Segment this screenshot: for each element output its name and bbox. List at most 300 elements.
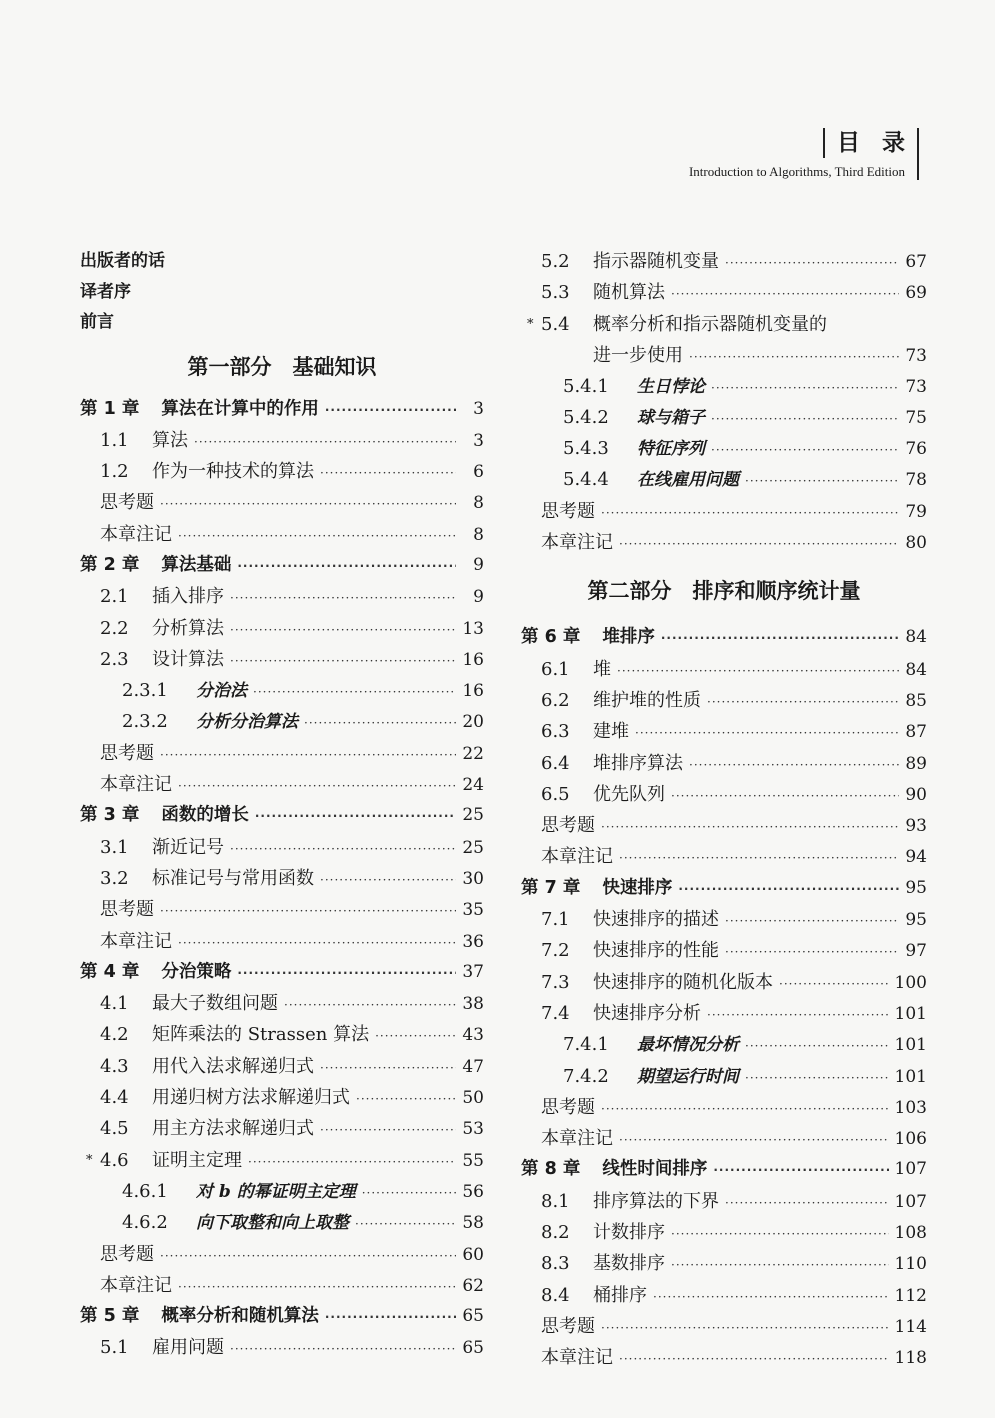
entry-page: 36	[462, 931, 484, 952]
entry-page: 8	[473, 524, 484, 545]
entry-number: 5.4.2	[563, 406, 609, 428]
front-matter-item[interactable]: 译者序	[80, 281, 131, 302]
leader-dots	[304, 708, 456, 739]
page-header	[688, 128, 927, 180]
section-entry[interactable]	[521, 998, 927, 1029]
leader-dots	[178, 1272, 456, 1303]
entry-title: 基数排序	[593, 1253, 665, 1275]
section-entry[interactable]	[521, 1217, 927, 1248]
entry-title: 快速排序的描述	[593, 909, 719, 931]
entry-title: 用递归树方法求解递归式	[152, 1087, 350, 1109]
entry-page: 6	[473, 462, 484, 483]
leader-dots	[725, 248, 899, 279]
chapter-entry[interactable]	[80, 550, 484, 581]
entry-title: 快速排序的性能	[593, 940, 719, 962]
entry-page: 118	[894, 1348, 927, 1369]
entry-title: 本章注记	[100, 774, 172, 796]
entry-title: 用代入法求解递归式	[152, 1055, 314, 1077]
back-matter-entry[interactable]	[521, 1092, 927, 1123]
entry-page: 76	[905, 439, 927, 460]
entry-page: 103	[894, 1097, 927, 1118]
section-entry[interactable]	[80, 832, 484, 863]
leader-dots	[255, 801, 456, 832]
entry-title: 算法在计算中的作用	[161, 398, 319, 419]
entry-page: 16	[462, 649, 484, 670]
entry-number: * 5.4	[541, 309, 575, 340]
section-entry[interactable]	[521, 685, 927, 716]
back-matter-entry[interactable]	[521, 1123, 927, 1154]
entry-number: 6.1	[541, 658, 570, 680]
back-matter-entry[interactable]	[521, 527, 927, 558]
leader-dots	[725, 1188, 889, 1219]
entry-title: 思考题	[100, 1243, 154, 1265]
entry-page: 8	[473, 493, 484, 514]
leader-dots	[178, 521, 456, 552]
entry-title: 本章注记	[541, 1128, 613, 1150]
section-entry[interactable]	[521, 433, 927, 464]
entry-number: 6.4	[541, 752, 570, 774]
entry-page: 3	[473, 430, 484, 451]
entry-page: 73	[905, 376, 927, 397]
entry-title: 堆排序算法	[593, 752, 683, 774]
entry-number: 第 1 章	[80, 398, 140, 419]
section-entry[interactable]	[80, 1145, 484, 1176]
leader-dots	[619, 1344, 889, 1375]
back-matter-entry[interactable]	[80, 1270, 484, 1301]
leader-dots	[320, 1115, 456, 1146]
entry-page: 60	[462, 1244, 484, 1265]
entry-page: 47	[462, 1056, 484, 1077]
entry-page: 20	[462, 712, 484, 733]
toc-entries	[521, 371, 927, 559]
section-entry[interactable]	[521, 1186, 927, 1217]
entry-page: 90	[905, 784, 927, 805]
entry-page: 79	[905, 501, 927, 522]
section-entry[interactable]	[521, 935, 927, 966]
leader-dots	[320, 458, 456, 489]
entry-page: 78	[905, 470, 927, 491]
leader-dots	[725, 937, 899, 968]
leader-dots	[362, 1178, 456, 1209]
leader-dots	[725, 906, 899, 937]
entry-title: 期望运行时间	[637, 1066, 739, 1087]
section-entry[interactable]	[521, 246, 927, 277]
entry-title: 对 b 的幂证明主定理	[196, 1181, 356, 1202]
back-matter-entry[interactable]	[80, 487, 484, 518]
entry-number: 4.5	[100, 1118, 129, 1140]
entry-title: 本章注记	[541, 1347, 613, 1369]
entry-title: 向下取整和向上取整	[196, 1213, 349, 1234]
section-entry[interactable]	[80, 425, 484, 456]
entry-title: 快速排序分析	[593, 1002, 701, 1024]
section-entry[interactable]	[80, 675, 484, 706]
back-matter-entry[interactable]	[80, 1239, 484, 1270]
back-matter-entry[interactable]	[521, 1342, 927, 1373]
section-entry[interactable]	[521, 779, 927, 810]
section-entry[interactable]	[521, 371, 927, 402]
leader-dots	[194, 427, 456, 458]
back-matter-entry[interactable]	[521, 1311, 927, 1342]
entry-number: 7.4.2	[563, 1065, 609, 1087]
section-entry[interactable]	[521, 277, 927, 308]
toc-entries	[80, 394, 484, 1364]
entry-title: 本章注记	[100, 523, 172, 545]
toc-entries	[521, 246, 927, 309]
section-entry[interactable]	[80, 1332, 484, 1363]
leader-dots	[671, 1250, 889, 1281]
part-heading: 第一部分 基础知识	[187, 354, 377, 379]
section-entry[interactable]	[80, 1113, 484, 1144]
leader-dots	[178, 928, 456, 959]
entry-title: 证明主定理	[152, 1149, 242, 1171]
entry-page: 114	[894, 1316, 927, 1337]
entry-number: 第 6 章	[521, 627, 581, 648]
leader-dots	[230, 583, 456, 614]
entry-number: 4.6.1	[122, 1180, 168, 1202]
entry-number: 第 7 章	[521, 877, 581, 898]
entry-number: 1.2	[100, 461, 129, 483]
entry-page: 3	[473, 398, 484, 419]
entry-page: 62	[462, 1275, 484, 1296]
entry-number: 7.2	[541, 940, 570, 962]
entry-page: 56	[462, 1181, 484, 1202]
entry-page: 108	[894, 1223, 927, 1244]
leader-dots	[745, 466, 899, 497]
section-entry[interactable]	[521, 1061, 927, 1092]
entry-title: 思考题	[541, 1315, 595, 1337]
section-entry[interactable]	[80, 613, 484, 644]
entry-number: 5.1	[100, 1337, 129, 1359]
leader-dots	[671, 781, 899, 812]
entry-page: 35	[462, 900, 484, 921]
leader-dots	[230, 1334, 456, 1365]
entry-number: 8.4	[541, 1284, 570, 1306]
front-matter	[80, 246, 484, 338]
chapter-entry[interactable]	[521, 873, 927, 904]
front-matter-item[interactable]: 前言	[80, 312, 114, 332]
entry-page: 50	[462, 1088, 484, 1109]
chapter-entry[interactable]	[80, 957, 484, 988]
entry-title: 思考题	[541, 1096, 595, 1118]
entry-title: 进一步使用	[593, 344, 683, 366]
entry-page: 58	[462, 1213, 484, 1234]
entry-title: 分析分治算法	[196, 712, 298, 733]
entry-page: 53	[462, 1119, 484, 1140]
leader-dots	[713, 1155, 888, 1186]
chapter-entry[interactable]	[80, 800, 484, 831]
entry-number: 4.4	[100, 1087, 129, 1109]
leader-dots	[325, 1302, 456, 1333]
back-matter-entry[interactable]	[80, 769, 484, 800]
entry-number: 6.5	[541, 783, 570, 805]
section-entry[interactable]	[80, 1019, 484, 1050]
chapter-entry[interactable]	[80, 1301, 484, 1332]
entry-number: 3.2	[100, 867, 129, 889]
page-title: 目录	[823, 128, 927, 158]
leader-dots	[711, 373, 899, 404]
leader-dots	[601, 812, 899, 843]
leader-dots	[355, 1209, 456, 1240]
entry-number: 第 2 章	[80, 554, 140, 575]
section-entry[interactable]	[80, 706, 484, 737]
entry-title: 插入排序	[152, 586, 224, 608]
entry-title: 思考题	[541, 815, 595, 837]
entry-page: 100	[894, 972, 927, 993]
star-marker: *	[527, 316, 534, 332]
leader-dots	[671, 279, 899, 310]
leader-dots	[601, 498, 899, 529]
leader-dots	[601, 1094, 889, 1125]
section-entry[interactable]	[80, 581, 484, 612]
leader-dots	[689, 750, 899, 781]
leader-dots	[284, 990, 456, 1021]
entry-page: 73	[905, 345, 927, 366]
section-entry[interactable]	[521, 1280, 927, 1311]
back-matter-entry[interactable]	[80, 894, 484, 925]
section-entry[interactable]	[521, 654, 927, 685]
entry-number: 8.3	[541, 1253, 570, 1275]
leader-dots	[325, 395, 456, 426]
entry-number: 5.4.4	[563, 469, 609, 491]
entry-number: 6.3	[541, 721, 570, 743]
entry-page: 65	[462, 1338, 484, 1359]
leader-dots	[707, 1000, 889, 1031]
entry-number: 5.4.3	[563, 438, 609, 460]
entry-page: 43	[462, 1025, 484, 1046]
leader-dots	[178, 771, 456, 802]
leader-dots	[160, 489, 456, 520]
section-entry[interactable]	[521, 748, 927, 779]
back-matter-entry[interactable]	[80, 738, 484, 769]
leader-dots	[619, 1125, 889, 1156]
section-entry[interactable]	[80, 1176, 484, 1207]
entry-page: 13	[462, 618, 484, 639]
entry-title: 桶排序	[593, 1284, 647, 1306]
entry-title: 概率分析和随机算法	[161, 1306, 319, 1327]
entry-number: 2.2	[100, 617, 129, 639]
entry-page: 89	[905, 753, 927, 774]
entry-number: 7.4.1	[563, 1034, 609, 1056]
leader-dots	[678, 874, 899, 905]
entry-page: 55	[462, 1150, 484, 1171]
leader-dots	[635, 718, 899, 749]
entry-page: 37	[462, 961, 484, 982]
back-matter-entry[interactable]	[80, 926, 484, 957]
leader-dots	[237, 958, 456, 989]
section-entry[interactable]	[521, 904, 927, 935]
star-marker: *	[86, 1152, 93, 1168]
entry-page: 22	[462, 743, 484, 764]
entry-number: 8.1	[541, 1190, 570, 1212]
entry-number: 第 8 章	[521, 1159, 581, 1180]
leader-dots	[160, 896, 456, 927]
entry-title: 优先队列	[593, 783, 665, 805]
entry-page: 93	[905, 816, 927, 837]
section-entry[interactable]	[521, 464, 927, 495]
entry-number: 8.2	[541, 1222, 570, 1244]
entry-number: 5.2	[541, 251, 570, 272]
entry-page: 25	[462, 805, 484, 826]
chapter-entry[interactable]	[521, 622, 927, 653]
entry-page: 38	[462, 994, 484, 1015]
entry-title: 思考题	[541, 500, 595, 522]
leader-dots	[653, 1282, 889, 1313]
entry-title: 标准记号与常用函数	[152, 867, 314, 889]
leader-dots	[160, 1241, 456, 1272]
entry-title: 本章注记	[100, 1274, 172, 1296]
entry-title: 作为一种技术的算法	[152, 461, 314, 483]
leader-dots	[661, 623, 899, 654]
entry-number: 5.4.1	[563, 375, 609, 397]
entry-page: 110	[894, 1254, 927, 1275]
entry-number: 4.3	[100, 1055, 129, 1077]
leader-dots	[745, 1063, 889, 1094]
entry-title: 球与箱子	[637, 407, 705, 428]
section-entry[interactable]	[521, 1029, 927, 1060]
section-entry[interactable]	[80, 988, 484, 1019]
entry-title: 矩阵乘法的 Strassen 算法	[152, 1024, 370, 1046]
entry-title: 在线雇用问题	[637, 470, 739, 491]
entry-number: 2.3.1	[122, 680, 168, 702]
entry-page: 69	[905, 283, 927, 304]
part-heading: 第二部分 排序和顺序统计量	[587, 579, 861, 604]
entry-title: 本章注记	[541, 846, 613, 868]
back-matter-entry[interactable]	[80, 519, 484, 550]
leader-dots	[711, 435, 899, 466]
entry-page: 16	[462, 681, 484, 702]
leader-dots	[601, 1313, 889, 1344]
entry-title: 思考题	[100, 899, 154, 921]
section-entry[interactable]	[80, 644, 484, 675]
entry-page: 65	[462, 1306, 484, 1327]
entry-title: 快速排序的随机化版本	[593, 971, 773, 993]
entry-title: 本章注记	[541, 532, 613, 554]
back-matter-entry[interactable]	[521, 496, 927, 527]
entry-title: 渐近记号	[152, 836, 224, 858]
entry-title: 用主方法求解递归式	[152, 1118, 314, 1140]
entry-title: 概率分析和指示器随机变量的	[593, 313, 827, 335]
entry-title: 特征序列	[637, 439, 705, 460]
entry-page: 94	[905, 847, 927, 868]
back-matter-entry[interactable]	[521, 841, 927, 872]
entry-title: 分析算法	[152, 617, 224, 639]
leader-dots	[745, 1031, 889, 1062]
section-entry[interactable]	[521, 402, 927, 433]
leader-dots	[253, 677, 456, 708]
entry-number: 2.1	[100, 586, 129, 608]
entry-number: 第 4 章	[80, 961, 140, 982]
leader-dots	[671, 1219, 889, 1250]
chapter-entry[interactable]	[80, 394, 484, 425]
section-entry[interactable]	[521, 1248, 927, 1279]
entry-number: 7.4	[541, 1002, 570, 1024]
entry-page: 95	[905, 877, 927, 898]
entry-title: 思考题	[100, 492, 154, 514]
entry-number: 第 5 章	[80, 1306, 140, 1327]
leader-dots	[619, 529, 899, 560]
entry-title: 雇用问题	[152, 1337, 224, 1359]
entry-page: 84	[905, 659, 927, 680]
entry-title: 算法	[152, 429, 188, 451]
toc-right-column	[521, 246, 927, 1374]
section-entry[interactable]	[80, 863, 484, 894]
entry-number: * 4.6	[100, 1145, 134, 1176]
entry-page: 9	[473, 554, 484, 575]
entry-number: 2.3.2	[122, 711, 168, 733]
leader-dots	[619, 843, 899, 874]
entry-number: 1.1	[100, 429, 129, 451]
entry-page: 107	[894, 1191, 927, 1212]
entry-page: 101	[894, 1003, 927, 1024]
leader-dots	[711, 404, 899, 435]
leader-dots	[230, 615, 456, 646]
leader-dots	[230, 646, 456, 677]
section-entry[interactable]	[80, 1051, 484, 1082]
entry-title: 随机算法	[593, 282, 665, 304]
leader-dots	[230, 834, 456, 865]
leader-dots	[689, 342, 899, 373]
entry-number: 6.2	[541, 689, 570, 711]
entry-title: 计数排序	[593, 1222, 665, 1244]
entry-title: 函数的增长	[161, 805, 249, 826]
section-entry[interactable]	[80, 1082, 484, 1113]
entry-title: 最大子数组问题	[152, 993, 278, 1015]
entry-title: 排序算法的下界	[593, 1190, 719, 1212]
chapter-entry[interactable]	[521, 1154, 927, 1185]
entry-page: 101	[894, 1066, 927, 1087]
entry-number: 2.3	[100, 648, 129, 670]
entry-number: 4.6.2	[122, 1212, 168, 1234]
entry-page: 30	[462, 868, 484, 889]
entry-title: 堆排序	[602, 627, 655, 648]
entry-title: 建堆	[593, 721, 629, 743]
toc-entries	[521, 622, 927, 1373]
entry-title: 快速排序	[602, 877, 673, 898]
section-entry[interactable]	[521, 967, 927, 998]
entry-title: 堆	[593, 658, 611, 680]
entry-number: 3.1	[100, 836, 129, 858]
entry-page: 9	[473, 587, 484, 608]
front-matter-item[interactable]: 出版者的话	[80, 251, 165, 271]
entry-title: 指示器随机变量	[593, 251, 719, 272]
leader-dots	[237, 551, 456, 582]
entry-title: 设计算法	[152, 648, 224, 670]
entry-page: 112	[894, 1285, 927, 1306]
leader-dots	[248, 1147, 456, 1178]
entry-title: 维护堆的性质	[593, 689, 701, 711]
entry-title: 线性时间排序	[602, 1159, 708, 1180]
toc-entry-wrapped[interactable]	[521, 309, 927, 371]
entry-page: 84	[905, 627, 927, 648]
section-entry[interactable]	[521, 716, 927, 747]
leader-dots	[320, 865, 456, 896]
entry-page: 87	[905, 722, 927, 743]
entry-number: 7.1	[541, 909, 570, 931]
entry-page: 24	[462, 775, 484, 796]
leader-dots	[356, 1084, 456, 1115]
entry-page: 25	[462, 837, 484, 858]
entry-number: 4.1	[100, 993, 129, 1015]
leader-dots	[375, 1021, 456, 1052]
entry-page: 101	[894, 1035, 927, 1056]
book-subtitle: Introduction to Algorithms, Third Edition	[688, 164, 905, 179]
section-entry[interactable]	[80, 1207, 484, 1238]
toc-left-column	[80, 246, 484, 1364]
section-entry[interactable]	[80, 456, 484, 487]
entry-title: 分治策略	[161, 961, 232, 982]
back-matter-entry[interactable]	[521, 810, 927, 841]
entry-title: 思考题	[100, 742, 154, 764]
